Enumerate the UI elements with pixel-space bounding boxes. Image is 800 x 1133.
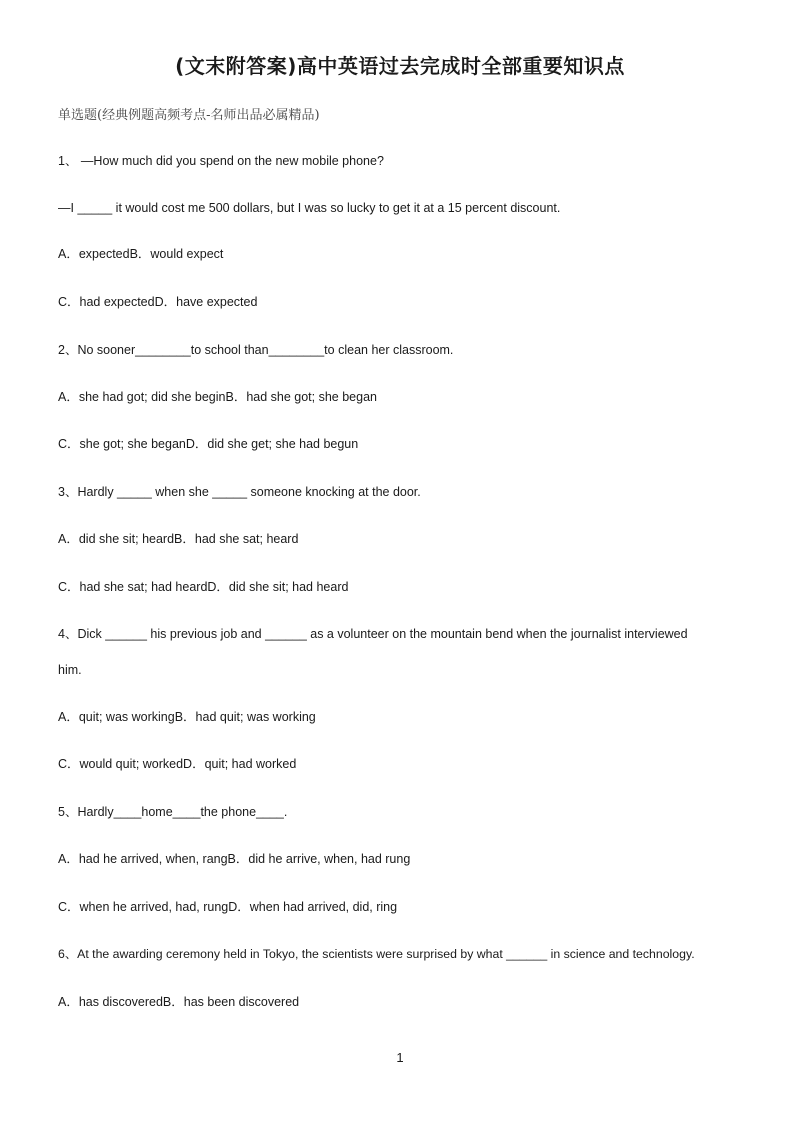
page-title: (文末附答案)高中英语过去完成时全部重要知识点 bbox=[175, 54, 625, 78]
question-6-stem: 6、At the awarding ceremony held in Tokyo, the scientists were surprised by what ______ in science and technology. bbox=[58, 947, 695, 961]
question-2-stem: 2、No sooner________to school than________to clean her classroom. bbox=[58, 343, 454, 357]
question-1-prompt: 1、 —How much did you spend on the new mobile phone? bbox=[58, 154, 384, 168]
question-6-options-ab: A．has discoveredB．has been discovered bbox=[58, 995, 300, 1009]
question-5-options-cd: C．when he arrived, had, rungD．when had arrived, did, ring bbox=[58, 900, 398, 914]
question-4-stem-continued: him. bbox=[58, 663, 82, 677]
question-4-stem: 4、Dick ______ his previous job and ______ as a volunteer on the mountain bend when the journalist interviewed bbox=[58, 627, 688, 641]
question-1-options-ab: A．expectedB．would expect bbox=[58, 247, 224, 261]
question-3-options-cd: C．had she sat; had heardD．did she sit; had heard bbox=[58, 580, 349, 594]
question-3-options-ab: A．did she sit; heardB．had she sat; heard bbox=[58, 532, 299, 546]
question-4-options-ab: A．quit; was workingB．had quit; was working bbox=[58, 710, 316, 724]
question-4-options-cd: C．would quit; workedD．quit; had worked bbox=[58, 757, 297, 771]
section-label: 单选题(经典例题高频考点-名师出品必属精品) bbox=[58, 108, 320, 123]
question-3-stem: 3、Hardly _____ when she _____ someone knocking at the door. bbox=[58, 485, 421, 499]
question-1-options-cd: C．had expectedD．have expected bbox=[58, 295, 258, 309]
question-5-options-ab: A．had he arrived, when, rangB．did he arrive, when, had rung bbox=[58, 852, 411, 866]
question-1-stem: —I _____ it would cost me 500 dollars, but I was so lucky to get it at a 15 percent discount. bbox=[58, 201, 561, 215]
page-number: 1 bbox=[396, 1050, 404, 1065]
question-2-options-ab: A．she had got; did she beginB．had she got; she began bbox=[58, 390, 377, 404]
question-5-stem: 5、Hardly____home____the phone____. bbox=[58, 805, 288, 819]
question-2-options-cd: C．she got; she beganD．did she get; she had begun bbox=[58, 437, 359, 451]
